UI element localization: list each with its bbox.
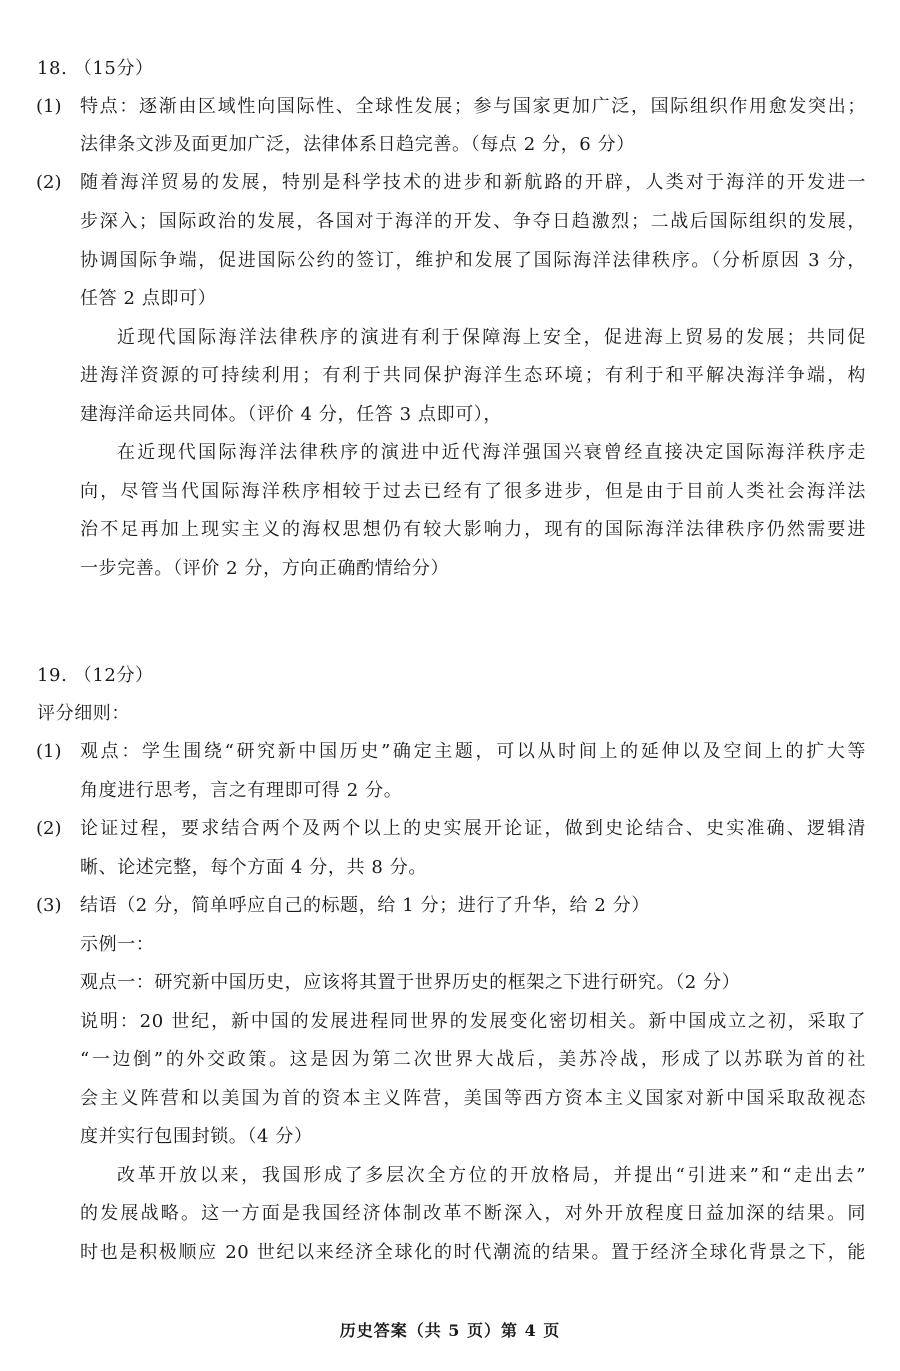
q18-item-2-marker: (2) [36, 172, 62, 193]
q19-item-3-line: 结语（2 分，简单呼应自己的标题，给 1 分；进行了升华，给 2 分） [80, 895, 650, 916]
explanation-line: “一边倒”的外交政策。这是因为第二次世界大战后，美苏冷战，形成了以苏联为首的社 [80, 1049, 866, 1070]
example-label: 示例一： [80, 934, 155, 955]
q18-item-2-line: 协调国际争端，促进国际公约的签订，维护和发展了国际海洋法律秩序。（分析原因 3 分， [80, 250, 866, 271]
q18-paragraph-line: 治不足再加上现实主义的海权思想仍有较大影响力，现有的国际海洋法律秩序仍然需要进 [80, 519, 866, 540]
q19-item-3-marker: (3) [36, 895, 62, 916]
q19-item-2-marker: (2) [36, 818, 62, 839]
q18-paragraph-line: 近现代国际海洋法律秩序的演进有利于保障海上安全，促进海上贸易的发展；共同促 [117, 327, 866, 348]
reform-paragraph-line: 的发展战略。这一方面是我国经济体制改革不断深入，对外开放程度日益加深的结果。同 [80, 1203, 866, 1224]
explanation-line: 度并实行包围封锁。（4 分） [80, 1126, 313, 1147]
q18-item-2-line: 随着海洋贸易的发展，特别是科学技术的进步和新航路的开辟，人类对于海洋的开发进一 [80, 172, 866, 193]
reform-paragraph-line: 时也是积极顺应 20 世纪以来经济全球化的时代潮流的结果。置于经济全球化背景之下，能 [80, 1242, 866, 1263]
q18-item-1-line: 特点：逐渐由区域性向国际性、全球性发展；参与国家更加广泛，国际组织作用愈发突出； [80, 96, 866, 117]
q19-item-1-marker: (1) [36, 741, 62, 762]
q19-header: 19. （12分） [37, 665, 154, 686]
q18-item-1-line: 法律条文涉及面更加广泛，法律体系日趋完善。（每点 2 分，6 分） [80, 134, 635, 155]
q19-item-1-line: 观点：学生围绕“研究新中国历史”确定主题，可以从时间上的延伸以及空间上的扩大等 [80, 741, 866, 762]
q18-item-1-marker: (1) [36, 96, 62, 117]
explanation-line: 会主义阵营和以美国为首的资本主义阵营，美国等西方资本主义国家对新中国采取敌视态 [80, 1088, 866, 1109]
q18-item-2-line: 任答 2 点即可） [80, 288, 217, 309]
page-footer: 历史答案（共 5 页）第 4 页 [339, 1321, 561, 1340]
q18-paragraph-line: 向，尽管当代国际海洋秩序相较于过去已经有了很多进步，但是由于目前人类社会海洋法 [80, 481, 866, 502]
viewpoint-line: 观点一：研究新中国历史，应该将其置于世界历史的框架之下进行研究。（2 分） [80, 972, 741, 993]
q19-subheader: 评分细则： [37, 703, 130, 724]
explanation-line: 说明：20 世纪，新中国的发展进程同世界的发展变化密切相关。新中国成立之初，采取了 [80, 1011, 866, 1032]
q18-header: 18. （15分） [37, 58, 154, 79]
q18-paragraph-line: 一步完善。（评价 2 分，方向正确酌情给分） [80, 558, 450, 579]
q19-item-2-line: 晰、论述完整，每个方面 4 分，共 8 分。 [80, 857, 427, 878]
q18-paragraph-line: 在近现代国际海洋法律秩序的演进中近代海洋强国兴衰曾经直接决定国际海洋秩序走 [117, 442, 866, 463]
reform-paragraph-line: 改革开放以来，我国形成了多层次全方位的开放格局，并提出“引进来”和“走出去” [117, 1165, 866, 1186]
q19-item-2-line: 论证过程，要求结合两个及两个以上的史实展开论证，做到史论结合、史实准确、逻辑清 [80, 818, 866, 839]
q18-item-2-line: 步深入；国际政治的发展，各国对于海洋的开发、争夺日趋激烈；二战后国际组织的发展， [80, 211, 866, 232]
q18-paragraph-line: 进海洋资源的可持续利用；有利于共同保护海洋生态环境；有利于和平解决海洋争端，构 [80, 365, 866, 386]
q18-paragraph-line: 建海洋命运共同体。（评价 4 分，任答 3 点即可）， [80, 404, 502, 425]
q19-item-1-line: 角度进行思考，言之有理即可得 2 分。 [80, 780, 403, 801]
